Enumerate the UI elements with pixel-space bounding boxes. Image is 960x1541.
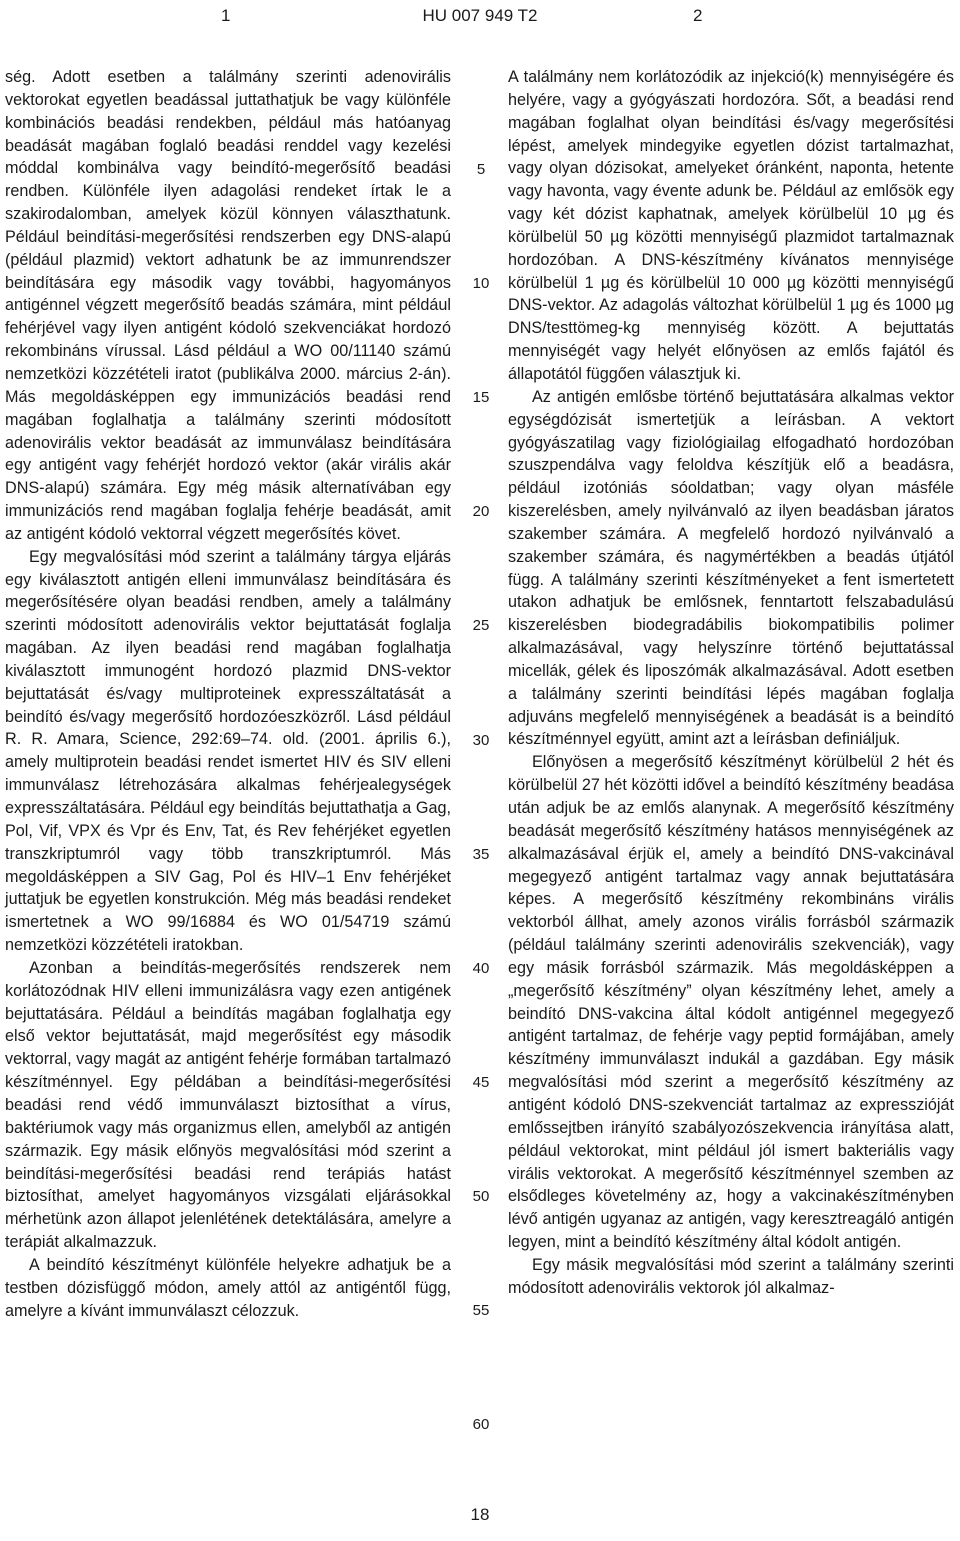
line-number: 40 <box>472 960 490 977</box>
line-number: 45 <box>472 1074 490 1091</box>
line-number: 60 <box>472 1416 490 1433</box>
page-number-left: 1 <box>221 6 231 25</box>
right-column <box>508 66 954 1300</box>
paragraph: A beindító készítményt különféle helyekre adhatjuk be a testben dózisfüggő módon, amely attól az antigéntől függ, amelyre a kívánt immunválaszt célozzuk. <box>5 1255 451 1320</box>
paragraph: ség. Adott esetben a találmány szerinti adenovirális vektorokat egyetlen beadással juttathatjuk be vagy különféle kombinációs beadási rendekben, például más hatóanyag beadását magában foglaló beadási renddel vagy kezelési móddal kombinálva vagy beindító-megerősítő beadási rendben. Különféle ilyen adagolási rendeket írtak le a szakirodalomban, amelyek közül könnyen választhatunk. Például beindítási-megerősítési rendszerben egy DNS-alapú (például plazmid) vektort adhatunk be az immunrendszer beindítására egy második vagy további, hagyományos antigénnel végzett megerősítő beadás számára, mint például fehérjével vagy ilyen antigént kódoló szekvenciákat hordozó rekombináns vírussal. Lásd például a WO 00/11140 számú nemzetközi közzétételi iratot (publikálva 2000. március 2-án). Más megoldásképpen egy immunizációs beadási rend magában foglalhatja a találmány szerinti módosított adenovirális vektor beadását az immunválasz beindítására egy antigént vagy fehérjét hordozó vektor (akár virális akár DNS-alapú) számára. Egy még másik alternatívában egy immunizációs rend magában foglalja fehérje beadását, amit az antigént kódoló vektorral végzett megerősítés követ. <box>5 68 451 543</box>
line-number: 55 <box>472 1302 490 1319</box>
line-number: 30 <box>472 732 490 749</box>
line-number: 25 <box>472 617 490 634</box>
paragraph: Egy másik megvalósítási mód szerint a találmány szerinti módosított adenovirális vektorok jól alkalmaz- <box>508 1255 954 1297</box>
paragraph: Előnyösen a megerősítő készítményt körülbelül 2 hét és körülbelül 27 hét közötti idővel a beindító készítmény beadása után adjuk be az emlős alanynak. A megerősítő készítmény beadását megerősítő készítmény hatásos mennyiségének az alkalmazásával érjük el, amely a beindító DNS-vakcinával megegyező antigént tartalmaz vagy annak bejuttatására képes. A megerősítő készítmény rekombináns virális vektorból állhat, amely azonos virális forrásból származik (például találmány szerinti adenovirális szekvenciák), vagy egy másik forrásból származik. Más megoldásképpen a „megerősítő készítmény” olyan készítmény lehet, amely a beindító DNS-vakcina által kódolt antigénnel megegyező antigént tartalmaz, de fehérje vagy peptid formájában, amely készítmény immunválaszt indukál a gazdában. Egy másik megvalósítási mód szerint a megerősítő készítmény az antigént kódoló DNS-szekvenciát tartalmaz az expresszióját emlőssejtben irányító szabályozószekvencia irányítása alatt, például vektorokat, mint például jól ismert bakteriális vagy virális vektorokat. A megerősítő készítménnyel szemben az elsődleges követelmény az, hogy a vakcinakészítményben lévő antigén ugyanaz az antigén, vagy keresztreagáló antigén legyen, mint a beindító készítmény által kódolt antigén. <box>508 753 954 1252</box>
paragraph: Egy megvalósítási mód szerint a találmány tárgya eljárás egy kiválasztott antigén elleni immunválasz beindítására és megerősítésére olyan beadási rendben, amely a találmány szerinti módosított adenovirális vektor bejuttatását foglalja magában. Az ilyen beadási rend magában foglalhatja kiválasztott immunogént hordozó plazmid DNS-vektor bejuttatását és/vagy multiproteinek expresszáltatását a beindító és/vagy megerősítő hordozóeszközről. Lásd például R. R. Amara, Science, 292:69–74. old. (2001. április 6.), amely multiprotein beadási rendet ismertet HIV és SIV elleni immunválasz létrehozására alkalmas fehérjealegységek expresszáltatására. Például egy beindítás bejuttathatja a Gag, Pol, Vif, VPX és Vpr és Env, Tat, és Rev fehérjéket egyetlen transzkriptumról vagy több transzkriptumról. Más megoldásképpen a SIV Gag, Pol és HIV–1 Env fehérjéket juttatjuk be egyetlen konstrukción. Még más beadási rendeket ismertetnek a WO 99/16884 és WO 01/54719 számú nemzetközi közzétételi iratokban. <box>5 547 451 955</box>
line-number: 5 <box>476 161 486 178</box>
line-number: 50 <box>472 1188 490 1205</box>
patent-number: HU 007 949 T2 <box>422 6 538 25</box>
paragraph: Azonban a beindítás-megerősítés rendszerek nem korlátozódnak HIV elleni immunizálásra vagy ezen antigének bejuttatására. Például a beindítás magában foglalhatja egy első vektor bejuttatását, majd megerősítést egy második vektorral, vagy magát az antigént fehérje formában tartalmazó készítménnyel. Egy példában a beindítási-megerősítési beadási rend védő immunválaszt biztosíthat a vírus, baktériumok vagy más organizmus ellen, amelyből az antigén származik. Egy másik előnyös megvalósítási mód szerint a beindítási-megerősítési beadási rend terápiás hatást biztosíthat, amelyet hagyományos vizsgálati eljárásokkal mérhetünk azon állapot jelenlétének detektálására, amelyre a terápiát alkalmazzuk. <box>5 958 451 1252</box>
page-footer-number: 18 <box>470 1505 490 1524</box>
line-number: 15 <box>472 389 490 406</box>
line-number: 35 <box>472 846 490 863</box>
line-number: 20 <box>472 503 490 520</box>
left-column <box>5 66 451 1322</box>
page-number-right: 2 <box>693 6 703 25</box>
line-number: 10 <box>472 275 490 292</box>
paragraph: Az antigén emlősbe történő bejuttatására alkalmas vektor egységdózisát ismertetjük a leírásban. A vektort gyógyászatilag vagy fiziológiailag elfogadható hordozóban szuszpendálva vagy feloldva készítjük elő a beadásra, például izotóniás sóoldatban; vagy olyan másféle kiszerelésben, amely nyilvánvaló az ilyen beadásban járatos szakember számára. A megfelelő hordozó nyilvánvaló a szakember számára, és nagymértékben a beadás útjától függ. A találmány szerinti készítményeket a fent ismertetett utakon adhatjuk be emlősnek, fenntartott felszabadulású kiszerelésben biodegradábilis biokompatibilis polimer alkalmazásával, vagy helyszínre történő bejuttatással micellák, gélek és liposzómák alkalmazásával. Adott esetben a találmány szerinti beindítási lépés magában foglalja adjuváns megfelelő mennyiségének a beadását is a beindító készítménnyel együtt, amint azt a leírásban definiáljuk. <box>508 387 954 749</box>
paragraph: A találmány nem korlátozódik az injekció(k) mennyiségére és helyére, vagy a gyógyászati hordozóra. Sőt, a beadási rend magában foglalhat olyan beindítási és/vagy megerősítési lépést, amelyek mindegyike egyetlen dózist tartalmazhat, vagy olyan dózisokat, amelyeket óránként, naponta, hetente vagy havonta, vagy évente adunk be. Például az emlősök egy vagy két dózist kaphatnak, amelyek körülbelül 10 µg és körülbelül 50 µg közötti mennyiségű plazmidot tartalmaznak hordozóban. A DNS-készítmény kívánatos mennyisége körülbelül 1 µg és körülbelül 10 000 µg közötti mennyiségű DNS-vektor. Az adagolás változhat körülbelül 1 µg és 1000 µg DNS/testtömeg-kg mennyiség között. A bejuttatás mennyiségét vagy helyét előnyösen az emlős fajától és állapotától függően választjuk ki. <box>508 68 954 383</box>
